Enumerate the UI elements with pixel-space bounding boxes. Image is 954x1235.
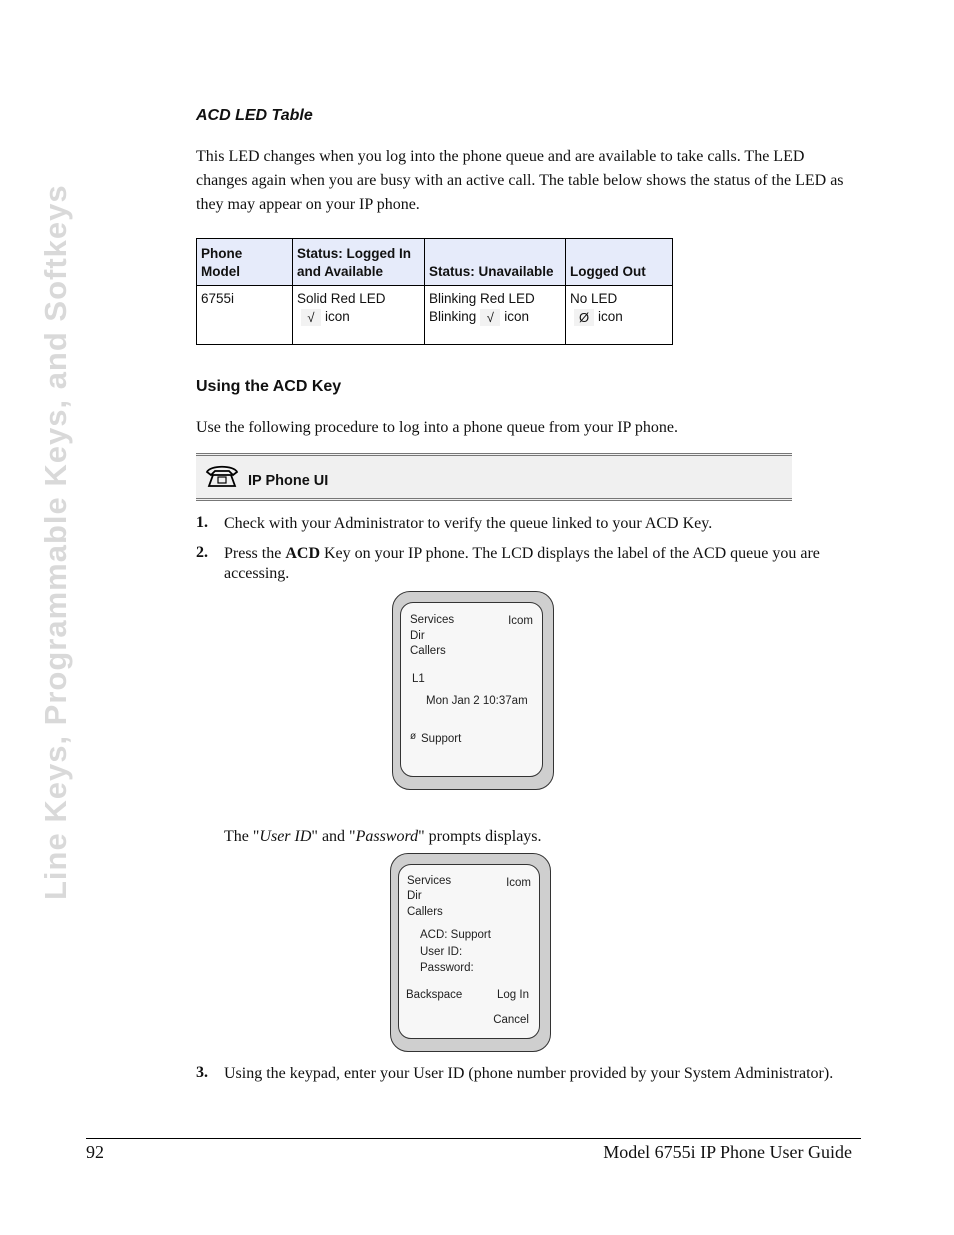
header-logged-out: Logged Out: [566, 239, 673, 286]
step-2-result: The "User ID" and "Password" prompts displays.: [224, 828, 542, 845]
acd-led-table: [196, 238, 673, 345]
step-1-number: 1.: [196, 514, 208, 531]
checkmark-icon: √: [480, 309, 500, 326]
cell-logged-out: No LED Ø icon: [566, 286, 673, 345]
table-header-row: [197, 239, 673, 286]
empty-set-icon: Ø: [574, 309, 594, 326]
softkey-callers: Callers: [407, 906, 443, 918]
password-prompt: Password:: [420, 962, 474, 974]
header-unavailable: Status: Unavailable: [425, 239, 566, 286]
step-1-text: Check with your Administrator to verify the queue linked to your ACD Key.: [224, 515, 713, 532]
intro-paragraph: This LED changes when you log into the phone queue and are available to take calls. The LED changes again when you are busy with an active call. The table below shows the status of the LED as they may appear on your IP phone.: [196, 148, 844, 213]
page-number: 92: [86, 1142, 104, 1162]
softkey-backspace: Backspace: [406, 989, 463, 1001]
ip-phone-ui-bar: [196, 453, 792, 501]
softkey-cancel: Cancel: [493, 1014, 529, 1026]
acd-queue-label: ACD: Support: [420, 929, 491, 941]
softkey-services: Services: [410, 614, 455, 626]
footer-rule: [86, 1138, 861, 1139]
softkey-icom: Icom: [506, 877, 531, 889]
cell-model: 6755i: [197, 286, 293, 345]
checkmark-icon: √: [301, 309, 321, 326]
guide-title: Model 6755i IP Phone User Guide: [603, 1142, 852, 1162]
date-time: Mon Jan 2 10:37am: [426, 695, 528, 707]
section-title: ACD LED Table: [196, 107, 313, 124]
cell-unavailable: Blinking Red LED Blinking √ icon: [425, 286, 566, 345]
header-phone-model: Phone Model: [197, 239, 293, 286]
step-3-text: Using the keypad, enter your User ID (phone number provided by your System Administrator).: [224, 1065, 834, 1082]
softkey-icom: Icom: [508, 615, 533, 627]
table-row: [197, 286, 673, 345]
step-2-text: Press the ACD Key on your IP phone. The LCD displays the label of the ACD queue you are accessing.: [224, 545, 820, 582]
ip-phone-ui-label: IP Phone UI: [248, 473, 329, 489]
phone-icon: [204, 463, 240, 489]
procedure-intro: Use the following procedure to log into a phone queue from your IP phone.: [196, 419, 678, 436]
user-id-prompt: User ID:: [420, 946, 463, 958]
softkey-callers: Callers: [410, 645, 446, 657]
softkey-dir: Dir: [410, 630, 425, 642]
lcd-screen-login: [390, 853, 551, 1052]
lcd-display: [400, 602, 543, 777]
lcd-screen-idle: [392, 591, 554, 790]
acd-status-icon: ø: [410, 731, 417, 742]
softkey-dir: Dir: [407, 890, 422, 902]
side-chapter-title: Line Keys, Programmable Keys, and Softkeys: [38, 184, 73, 900]
header-logged-in: Status: Logged In and Available: [293, 239, 425, 286]
step-2-number: 2.: [196, 544, 208, 561]
line-indicator: L1: [412, 673, 425, 685]
step-3-number: 3.: [196, 1064, 208, 1081]
softkey-log-in: Log In: [497, 989, 529, 1001]
softkey-services: Services: [407, 875, 452, 887]
subsection-title: Using the ACD Key: [196, 378, 342, 395]
cell-logged-in: Solid Red LED √ icon: [293, 286, 425, 345]
lcd-display: [398, 864, 540, 1039]
acd-queue-label: Support: [421, 733, 462, 745]
